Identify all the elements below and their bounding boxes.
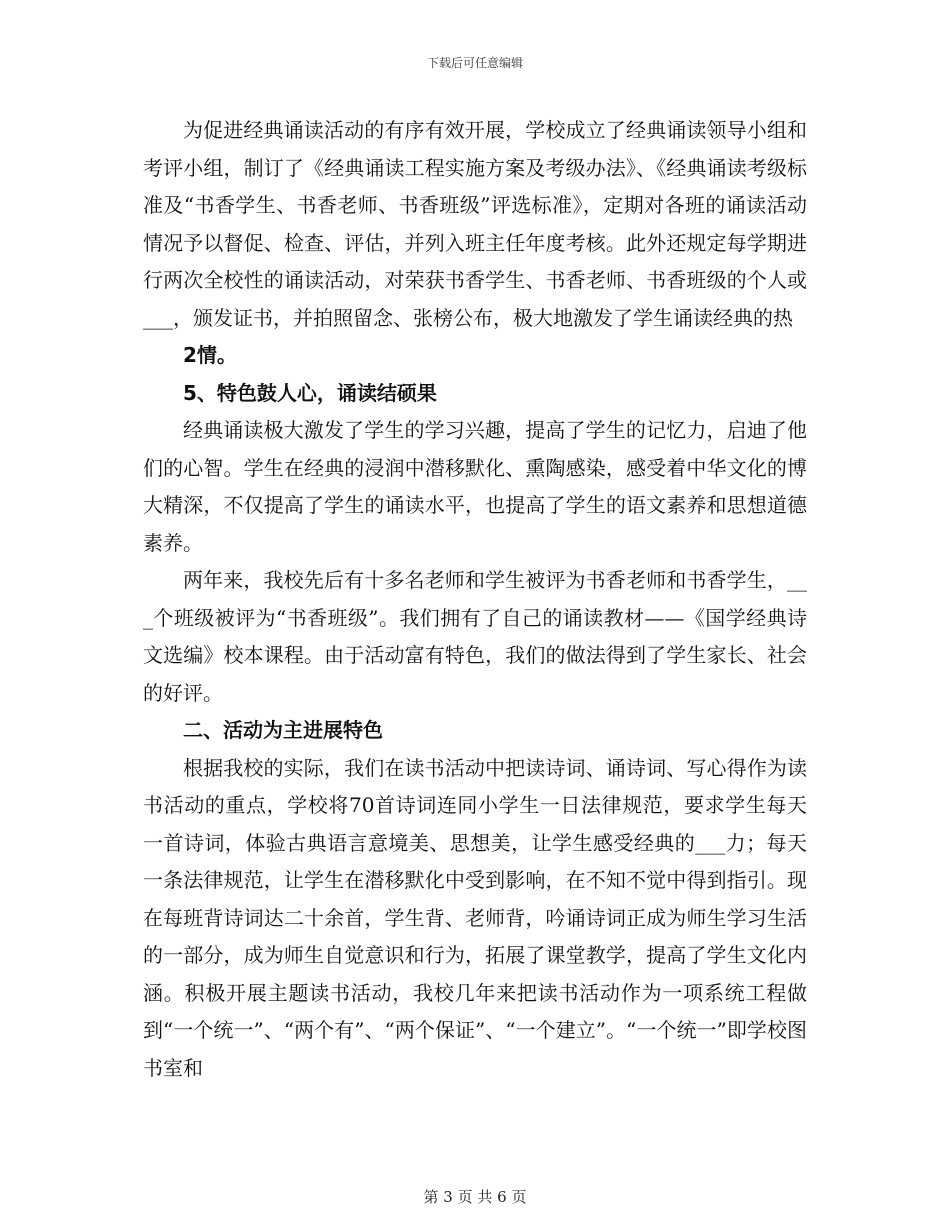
page-footer: 第 3 页 共 6 页 [423,1188,527,1206]
paragraph-1: 为促进经典诵读活动的有序有效开展，学校成立了经典诵读领导小组和考评小组，制订了《经典诵读工程实施方案及考级办法》、《经典诵读考级标准及“书香学生、书香老师、书香班级”评选标准》，定期对各班的诵读活动情况予以督促、检查、评估，并列入班主任年度考核。此外还规定每学期进行两次全校性的诵读活动，对荣获书香学生、书香老师、书香班级的个人或___，颁发证书，并拍照留念、张榜公布，极大地激发了学生诵读经典的热 [143,118,807,330]
section-heading-2: 二、活动为主进展特色 [183,718,383,742]
section-heading-5: 5、特色鼓人心，诵读结硕果 [183,380,437,405]
page-header: 下载后可任意编辑 [426,56,523,70]
paragraph-2: 经典诵读极大激发了学生的学习兴趣，提高了学生的记忆力，启迪了他们的心智。学生在经典的浸润中潜移默化、熏陶感染，感受着中华文化的博大精深，不仅提高了学生的诵读水平，也提高了学生的语文素养和思想道德素养。 [143,418,807,555]
document-body [143,112,807,1087]
paragraph-4: 根据我校的实际，我们在读书活动中把读诗词、诵诗词、写心得作为读书活动的重点，学校将70首诗词连同小学生一日法律规范，要求学生每天一首诗词，体验古典语言意境美、思想美，让学生感受经典的___力；每天一条法律规范，让学生在潜移默化中受到影响，在不知不觉中得到指引。现在每班背诗词达二十余首，学生背、老师背，吟诵诗词正成为师生学习生活的一部分，成为师生自觉意识和行为，拓展了课堂教学，提高了学生文化内涵。积极开展主题读书活动，我校几年来把读书活动作为一项系统工程做到“一个统一”、“两个有”、“两个保证”、“一个建立”。“一个统一”即学校图书室和 [143,755,807,1080]
heading-continuation: 2情。 [183,343,237,367]
paragraph-3: 两年来，我校先后有十多名老师和学生被评为书香老师和书香学生，___个班级被评为“书香班级”。我们拥有了自己的诵读教材——《国学经典诗文选编》校本课程。由于活动富有特色，我们的做法得到了学生家长、社会的好评。 [143,568,807,705]
